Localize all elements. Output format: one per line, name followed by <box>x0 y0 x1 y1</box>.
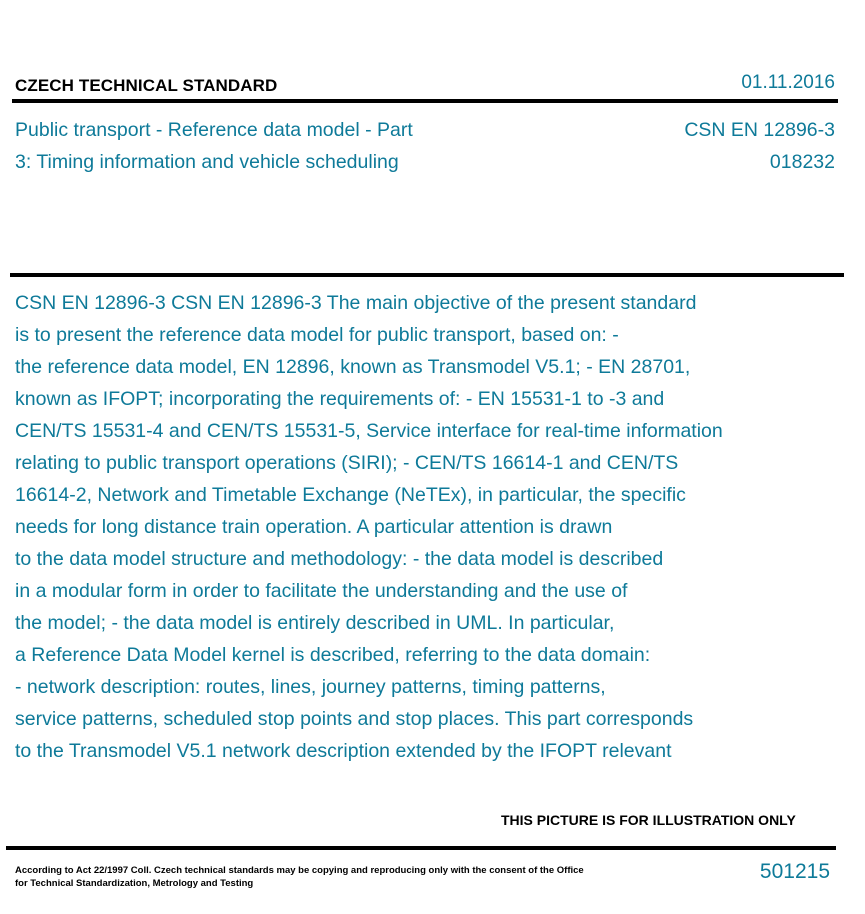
abstract-line: known as IFOPT; incorporating the requirements of: - EN 15531-1 to -3 and <box>15 388 665 410</box>
abstract-line: to the data model structure and methodology: - the data model is described <box>15 548 664 570</box>
abstract-line: CEN/TS 15531-4 and CEN/TS 15531-5, Service interface for real-time information <box>15 420 723 442</box>
abstract-line: to the Transmodel V5.1 network description extended by the IFOPT relevant <box>15 740 672 762</box>
abstract-line: needs for long distance train operation. A particular attention is drawn <box>15 516 613 538</box>
abstract-line: relating to public transport operations (SIRI); - CEN/TS 16614-1 and CEN/TS <box>15 452 679 474</box>
document-type-title: CZECH TECHNICAL STANDARD <box>15 76 278 95</box>
abstract-line: a Reference Data Model kernel is described, referring to the data domain: <box>15 644 651 666</box>
abstract-text <box>15 287 815 767</box>
standard-subject <box>15 114 475 178</box>
abstract-line: the model; - the data model is entirely described in UML. In particular, <box>15 612 615 634</box>
legal-line: According to Act 22/1997 Coll. Czech technical standards may be copying and reproducing only with the consent of the Office <box>15 865 584 876</box>
abstract-line: - network description: routes, lines, journey patterns, timing patterns, <box>15 676 606 698</box>
abstract-line: is to present the reference data model for public transport, based on: - <box>15 324 619 346</box>
standard-code: CSN EN 12896-3 <box>684 119 835 141</box>
legal-line: for Technical Standardization, Metrology and Testing <box>15 877 254 889</box>
abstract-line: service patterns, scheduled stop points and stop places. This part corresponds <box>15 708 694 730</box>
header-divider <box>12 99 838 103</box>
class-number: 018232 <box>769 151 835 173</box>
legal-notice <box>15 865 595 890</box>
abstract-line: in a modular form in order to facilitate the understanding and the use of <box>15 580 628 602</box>
section-divider <box>10 273 844 277</box>
issue-date: 01.11.2016 <box>741 72 835 93</box>
footer-divider <box>6 846 836 850</box>
subject-line: Public transport - Reference data model - Part <box>15 119 413 141</box>
abstract-line: CSN EN 12896-3 CSN EN 12896-3 The main objective of the present standard <box>15 292 697 314</box>
order-number: 501215 <box>759 860 830 883</box>
standard-codes <box>684 114 835 178</box>
abstract-line: the reference data model, EN 12896, known as Transmodel V5.1; - EN 28701, <box>15 356 691 378</box>
illustration-note: THIS PICTURE IS FOR ILLUSTRATION ONLY <box>501 812 796 828</box>
subject-line: 3: Timing information and vehicle scheduling <box>15 151 399 173</box>
abstract-line: 16614-2, Network and Timetable Exchange (NeTEx), in particular, the specific <box>15 484 686 506</box>
